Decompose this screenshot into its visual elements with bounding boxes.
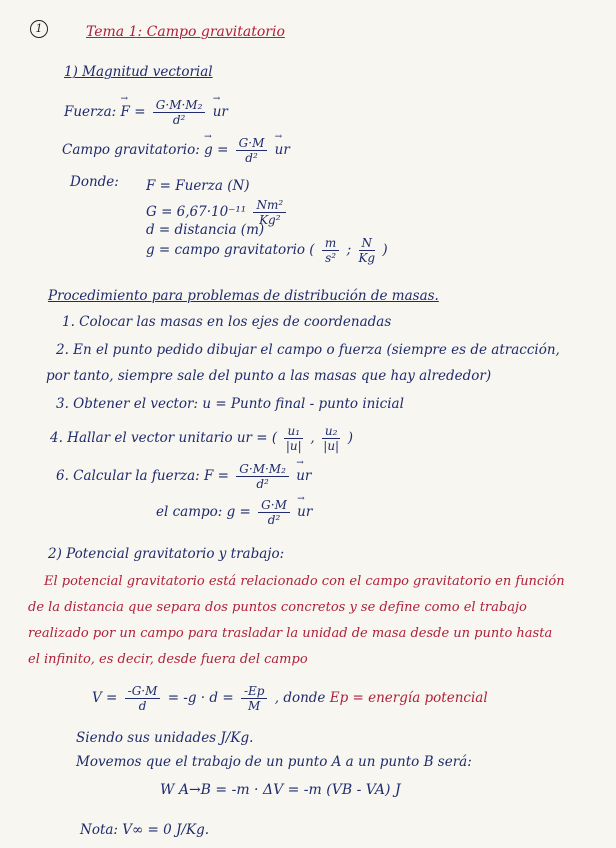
step-3: 3. Obtener el vector: u = Punto final - punto inicial: [56, 396, 404, 412]
closing-paren: ): [382, 242, 388, 258]
campo-label: Campo gravitatorio:: [62, 142, 200, 158]
step-4-text: 4. Hallar el vector unitario ur = (: [50, 430, 278, 446]
fraction-denominator: d: [138, 699, 147, 713]
step-6-campo-fraction: [258, 498, 290, 527]
step-6-fraction: [236, 462, 289, 491]
fraction-numerator: G·M: [258, 498, 290, 513]
fuerza-numerator: G·M·M₂: [153, 98, 206, 113]
fraction-denominator: M: [248, 699, 261, 713]
closing-paren: ): [347, 430, 354, 446]
potential-symbol: V =: [92, 690, 118, 706]
page-number-circle: 1: [30, 20, 48, 38]
fuerza-fraction: [153, 98, 206, 127]
units-numerator: N: [359, 236, 376, 251]
units-numerator: Nm²: [253, 198, 286, 213]
campo-numerator: G·M: [236, 136, 268, 151]
paragraph-line-4: el infinito, es decir, desde fuera del campo: [28, 652, 308, 667]
fraction-denominator: |u|: [323, 439, 340, 453]
unit-vector-ur: → ur: [296, 468, 311, 484]
step-6: [56, 462, 311, 491]
fraction-numerator: -G·M: [125, 684, 161, 699]
potencial-formula: [92, 684, 488, 713]
potential-fraction-2: [241, 684, 268, 713]
units-numerator: m: [322, 236, 339, 251]
fraction-denominator: d²: [256, 477, 269, 491]
campo-denominator: d²: [245, 151, 258, 165]
unit-vector-ur: → ur: [275, 142, 290, 158]
step-6-text: 6. Calcular la fuerza: F =: [56, 468, 229, 484]
potential-middle-expression: = -g · d =: [167, 690, 234, 706]
campo-formula: [62, 136, 290, 165]
fraction-numerator: G·M·M₂: [236, 462, 289, 477]
def-campo-units-1: [322, 236, 339, 265]
units-denominator: Kg: [358, 251, 376, 265]
donde-label: Donde:: [70, 174, 119, 190]
def-campo-text: g = campo gravitatorio (: [146, 242, 315, 258]
units-denominator: Kg²: [259, 213, 281, 227]
step-2-line-1: 2. En el punto pedido dibujar el campo o fuerza (siempre es de atracción,: [56, 342, 560, 358]
paragraph-line-2: de la distancia que separa dos puntos concretos y se define como el trabajo: [28, 600, 527, 615]
step-6-campo-text: el campo: g =: [156, 504, 251, 520]
units-denominator: s²: [325, 251, 337, 265]
step-2-line-2: por tanto, siempre sale del punto a las masas que hay alrededor): [46, 368, 492, 384]
section-heading-potencial: 2) Potencial gravitatorio y trabajo:: [48, 546, 285, 562]
page-title: Tema 1: Campo gravitatorio: [86, 24, 285, 40]
energia-potencial-definition: Ep = energía potencial: [329, 690, 488, 706]
fraction-numerator: -Ep: [241, 684, 268, 699]
unit-vector-ur: → ur: [213, 104, 228, 120]
equals-sign: =: [134, 104, 146, 120]
fuerza-label: Fuerza:: [64, 104, 117, 120]
field-vector-symbol: → g: [204, 142, 213, 158]
potential-fraction-1: [125, 684, 161, 713]
separator: ,: [310, 430, 315, 446]
fraction-denominator: |u|: [285, 439, 302, 453]
step-4-fraction-2: [322, 424, 341, 453]
unit-vector-ur: → ur: [297, 504, 312, 520]
paragraph-line-1: El potencial gravitatorio está relacionado con el campo gravitatorio en función: [44, 574, 565, 589]
fraction-denominator: d²: [267, 513, 281, 527]
fuerza-denominator: d²: [172, 113, 186, 127]
trabajo-line: Movemos que el trabajo de un punto A a un punto B será:: [76, 754, 472, 770]
unidades-line: Siendo sus unidades J/Kg.: [76, 730, 254, 746]
section-heading-magnitud: 1) Magnitud vectorial: [64, 64, 213, 80]
trabajo-formula: W A→B = -m · ΔV = -m (VB - VA) J: [160, 782, 401, 798]
fraction-numerator: u₁: [284, 424, 303, 439]
fuerza-formula: [64, 98, 228, 127]
force-vector-symbol: → F: [121, 104, 130, 120]
fraction-numerator: u₂: [322, 424, 341, 439]
nota-line: Nota: V∞ = 0 J/Kg.: [80, 822, 210, 838]
step-4: [50, 424, 353, 453]
section-heading-procedimiento: Procedimiento para problemas de distribución de masas.: [48, 288, 439, 304]
step-6-campo: [156, 498, 312, 527]
paragraph-line-3: realizado por un campo para trasladar la unidad de masa desde un punto hasta: [28, 626, 553, 641]
step-4-fraction-1: [284, 424, 303, 453]
equals-sign: =: [217, 142, 229, 158]
step-1: 1. Colocar las masas en los ejes de coordenadas: [62, 314, 392, 330]
donde-word: , donde: [274, 690, 326, 706]
def-g-constant-text: G = 6,67·10⁻¹¹: [146, 204, 247, 220]
def-distancia: d = distancia (m): [146, 222, 265, 238]
def-campo-units-2: [358, 236, 375, 265]
campo-fraction: [236, 136, 268, 165]
def-campo: [146, 236, 388, 265]
separator: ;: [346, 242, 352, 258]
def-fuerza: F = Fuerza (N): [146, 178, 250, 194]
